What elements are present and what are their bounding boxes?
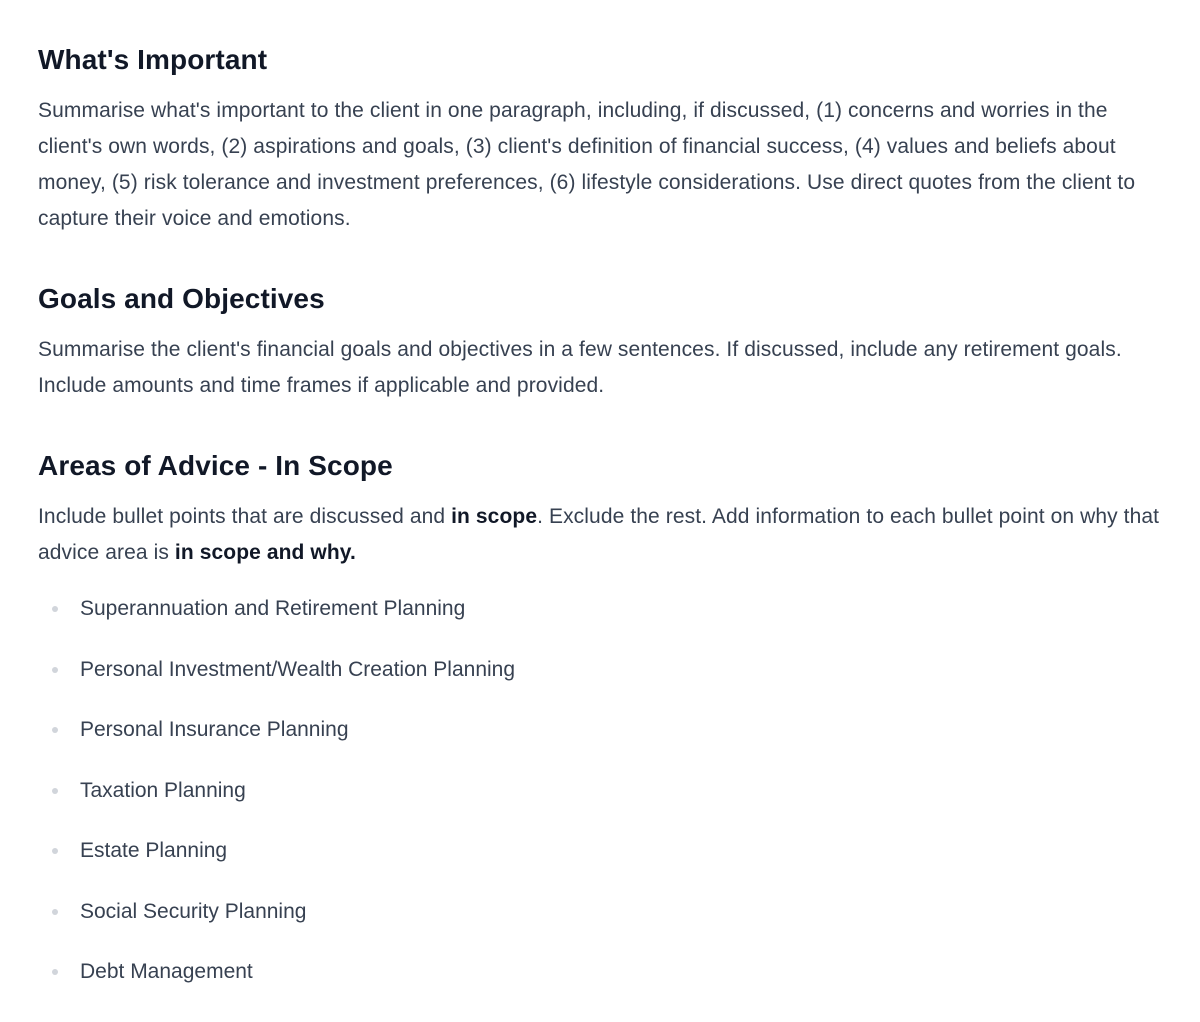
- section-heading: Areas of Advice - In Scope: [38, 450, 393, 481]
- bullet-dot-icon: [52, 969, 58, 975]
- bullet-dot-icon: [52, 606, 58, 612]
- bullet-dot-icon: [52, 909, 58, 915]
- list-item: [38, 712, 1162, 773]
- list-item-label: Estate Planning: [80, 839, 228, 862]
- section-heading: Goals and Objectives: [38, 283, 325, 314]
- list-item: [38, 894, 1162, 955]
- intro-emphasis: in scope: [451, 505, 538, 528]
- intro-emphasis: in scope and why.: [174, 541, 356, 564]
- section-paragraph: Summarise the client's financial goals and objectives in a few sentences. If discussed, include any retirement goals. Include amounts and time frames if applicable and provided.: [38, 338, 1122, 397]
- section-paragraph: Summarise what's important to the client in one paragraph, including, if discussed, (1) concerns and worries in the client's own words, (2) aspirations and goals, (3) client's definition of financial success, (4) values and beliefs about money, (5) risk tolerance and investment preferences, (6) lifestyle considerations. Use direct quotes from the client to capture their voice and emotions.: [38, 99, 1136, 230]
- bullet-dot-icon: [52, 667, 58, 673]
- section-whats-important: [38, 42, 1162, 237]
- bullet-dot-icon: [52, 788, 58, 794]
- bullet-dot-icon: [52, 727, 58, 733]
- section-paragraph: [38, 499, 1162, 571]
- advice-area-list: [38, 591, 1162, 1015]
- list-item-label: Debt Management: [80, 960, 253, 983]
- intro-text: Include bullet points that are discussed and: [38, 505, 452, 528]
- list-item-label: Social Security Planning: [80, 899, 307, 923]
- section-heading: What's Important: [38, 44, 268, 75]
- section-goals-objectives: [38, 281, 1162, 404]
- list-item-label: Personal Investment/Wealth Creation Planning: [80, 657, 516, 681]
- list-item-label: Superannuation and Retirement Planning: [80, 597, 466, 620]
- section-areas-of-advice-in-scope: [38, 448, 1162, 1015]
- list-item: [38, 773, 1162, 834]
- list-item: [38, 954, 1162, 1015]
- list-item: [38, 652, 1162, 713]
- list-item: [38, 833, 1162, 894]
- intro-text: . Exclude the rest. Add information to each bullet point on why that advice area is: [38, 505, 1160, 564]
- list-item-label: Taxation Planning: [80, 778, 246, 802]
- list-item-label: Personal Insurance Planning: [80, 718, 349, 741]
- bullet-dot-icon: [52, 848, 58, 854]
- list-item: [38, 591, 1162, 652]
